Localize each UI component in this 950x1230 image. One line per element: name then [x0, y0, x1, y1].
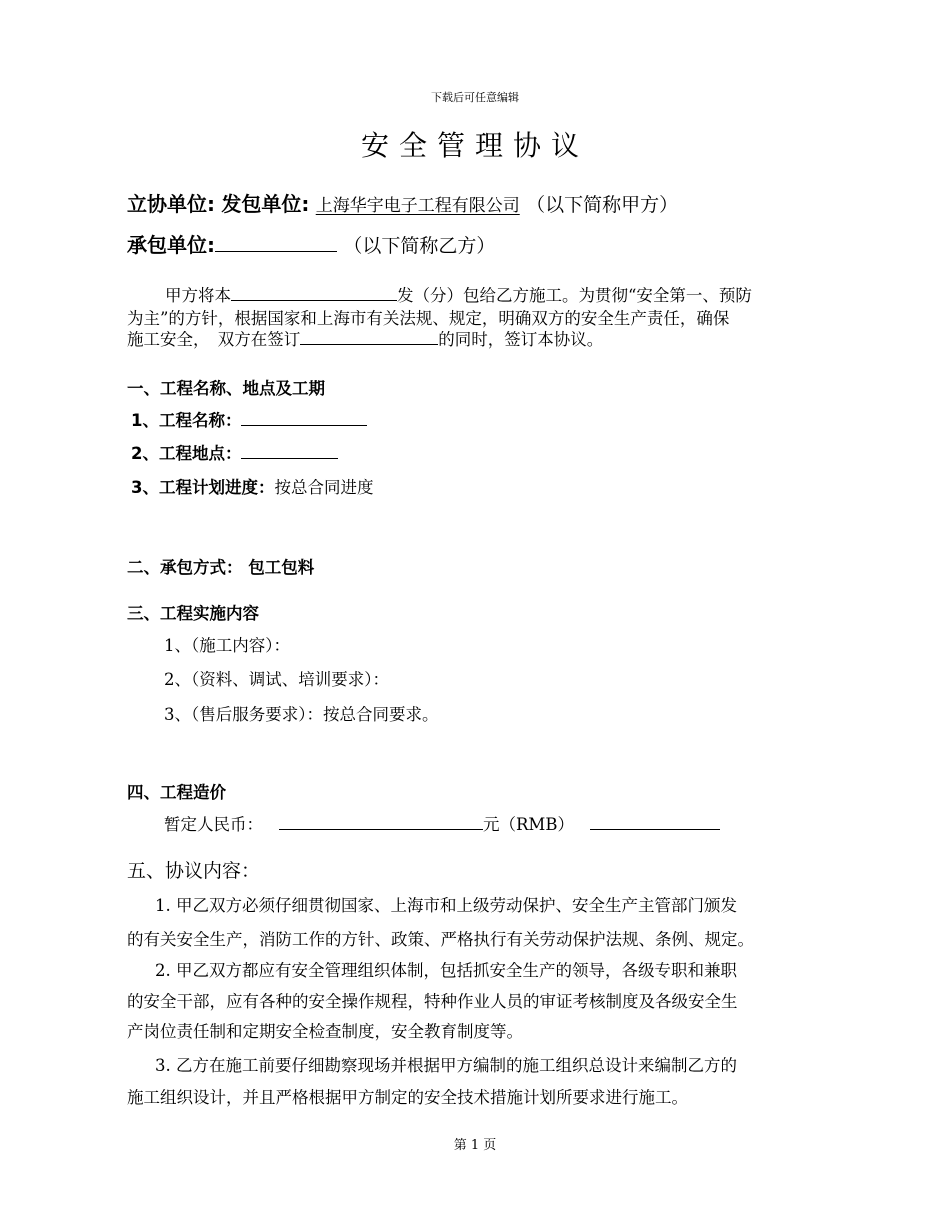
party-a-line	[127, 188, 678, 217]
intro-text: 甲方将本	[165, 286, 231, 305]
clause-1-line-1: 1. 甲乙双方必须仔细贯彻国家、上海市和上级劳动保护、安全生产主管部门颁发	[155, 896, 737, 915]
section-2-heading: 二、承包方式：	[127, 558, 243, 577]
project-name-blank	[241, 408, 367, 426]
item-label: 2、工程地点：	[131, 444, 242, 463]
clause-2-line-3: 产岗位责任制和定期安全检查制度，安全教育制度等。	[127, 1022, 523, 1041]
price-unit: 元（RMB）	[483, 815, 574, 834]
clause-2-line-1: 2. 甲乙双方都应有安全管理组织体制，包括抓安全生产的领导，各级专职和兼职	[155, 961, 737, 980]
section-3-item-3: 3、（售后服务要求）：按总合同要求。	[164, 705, 439, 724]
item-label: 3、工程计划进度：	[131, 478, 275, 497]
party-b-suffix: （以下简称乙方）	[343, 235, 496, 257]
page-title: 安全管理协议	[360, 129, 589, 162]
section-1-item-1	[131, 407, 367, 431]
clause-3-line-2: 施工组织设计，并且严格根据甲方制定的安全技术措施计划所要求进行施工。	[127, 1088, 688, 1107]
intro-line-1	[165, 282, 752, 306]
item-label: 1、工程名称：	[131, 411, 242, 430]
party-a-suffix: （以下简称甲方）	[526, 194, 679, 216]
party-a-label: 立协单位:	[127, 192, 215, 216]
party-b-line	[127, 229, 495, 258]
section-5-heading: 五、协议内容：	[127, 860, 261, 882]
header-note: 下载后可任意编辑	[431, 91, 519, 104]
section-3-item-1: 1、（施工内容）：	[164, 636, 290, 655]
page-number: 第 1 页	[453, 1138, 497, 1153]
price-rmb-blank	[590, 812, 720, 830]
contract-blank	[300, 327, 438, 345]
section-4-price-line	[164, 811, 720, 835]
price-blank	[279, 812, 483, 830]
intro-text: 发（分）包给乙方施工。为贯彻“安全第一、预防	[397, 286, 752, 305]
section-1-item-3	[131, 474, 373, 498]
section-4-heading: 四、工程造价	[127, 783, 226, 802]
clause-1-line-2: 的有关安全生产，消防工作的方针、政策、严格执行有关劳动保护法规、条例、规定。	[127, 930, 754, 949]
section-3-item-2: 2、（资料、调试、培训要求）：	[164, 670, 389, 689]
section-2-line	[127, 554, 314, 578]
price-label: 暂定人民币：	[164, 815, 263, 834]
intro-text: 的同时，签订本协议。	[438, 330, 604, 349]
party-b-blank	[215, 234, 337, 252]
project-blank	[231, 283, 397, 301]
intro-text: 施工安全， 双方在签订	[127, 330, 301, 349]
section-3-heading: 三、工程实施内容	[127, 604, 259, 623]
party-b-label: 承包单位:	[127, 233, 215, 257]
section-1-heading: 一、工程名称、地点及工期	[127, 379, 325, 398]
section-2-value: 包工包料	[248, 558, 315, 577]
party-a-sub-label: 发包单位:	[221, 192, 310, 216]
section-1-item-2	[131, 440, 338, 464]
clause-2-line-2: 的安全干部，应有各种的安全操作规程，特种作业人员的审证考核制度及各级安全生	[127, 992, 738, 1011]
intro-line-2: 为主”的方针，根据国家和上海市有关法规、规定，明确双方的安全生产责任，确保	[127, 309, 730, 328]
clause-3-line-1: 3. 乙方在施工前要仔细勘察现场并根据甲方编制的施工组织总设计来编制乙方的	[155, 1056, 737, 1075]
intro-line-3	[127, 326, 603, 350]
project-location-blank	[241, 441, 338, 459]
item-value: 按总合同进度	[274, 478, 374, 497]
party-a-company: 上海华宇电子工程有限公司	[315, 196, 520, 216]
